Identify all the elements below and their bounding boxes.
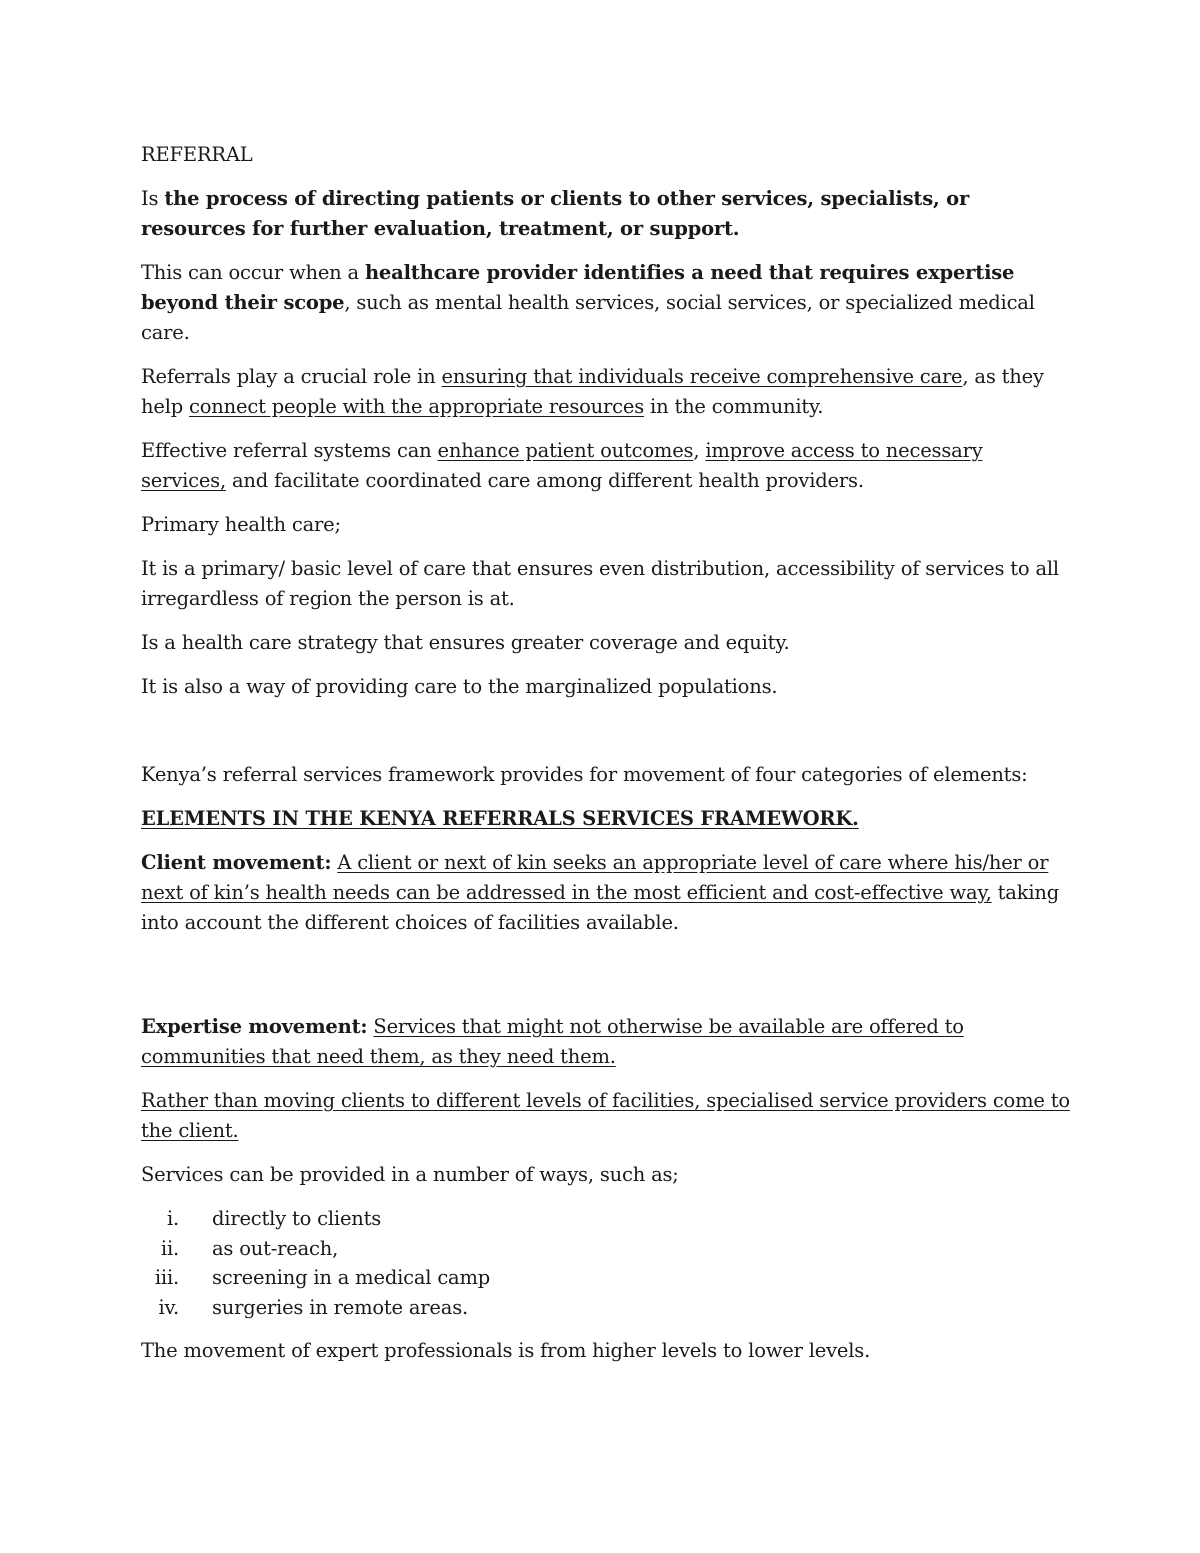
title-text: REFERRAL [141, 143, 253, 166]
list-item-number: i. [166, 1207, 179, 1230]
services-list [141, 1204, 1071, 1322]
list-item-number: ii. [160, 1236, 179, 1260]
role-paragraph [141, 362, 1071, 422]
phc-paragraph-3 [141, 672, 1071, 702]
closing-paragraph [141, 1336, 1071, 1366]
list-item [141, 1234, 1071, 1264]
client-movement-underline: A client or next of kin seeks an appropriate level of care where his/her or next of kin’s health needs can be addressed in the most efficient and cost-effective way, [141, 851, 1049, 904]
list-item [141, 1293, 1071, 1323]
definition-bold-text: the process of directing patients or clients to other services, specialists, or resources for further evaluation, treatment, or support. [141, 187, 970, 240]
systems-suffix: and facilitate coordinated care among different health providers. [226, 469, 864, 492]
kenya-intro-text: Kenya’s referral services framework provides for movement of four categories of elements: [141, 763, 1028, 786]
phc-heading-text: Primary health care; [141, 513, 341, 536]
scope-paragraph [141, 258, 1071, 348]
list-item-text: screening in a medical camp [212, 1266, 491, 1289]
expertise-movement-label: Expertise movement: [141, 1015, 368, 1038]
rather-underline: Rather than moving clients to different levels of facilities, specialised service providers come to the client. [141, 1089, 1070, 1142]
document-title [141, 140, 1071, 170]
kenya-intro-paragraph [141, 760, 1071, 790]
list-item [141, 1204, 1071, 1234]
client-movement-suffix: taking into account the different choices of facilities available. [141, 881, 1060, 934]
list-item-number: iv. [158, 1295, 179, 1319]
scope-prefix: This can occur when a [141, 261, 365, 284]
services-intro-text: Services can be provided in a number of ways, such as; [141, 1163, 679, 1186]
role-underline-1: ensuring that individuals receive comprehensive care [441, 365, 963, 388]
systems-paragraph [141, 436, 1071, 496]
expertise-movement-underline: Services that might not otherwise be available are offered to communities that need them, as they need them. [141, 1015, 964, 1068]
list-item-text: surgeries in remote areas. [212, 1295, 468, 1319]
document-page [141, 140, 1071, 1380]
client-movement-paragraph [141, 848, 1071, 938]
spacer [141, 952, 1071, 1012]
phc-text-1: It is a primary/ basic level of care that ensures even distribution, accessibility of services to all irregardless of region the person is at. [141, 557, 1059, 610]
expertise-movement-paragraph [141, 1012, 1071, 1072]
spacer [141, 716, 1071, 760]
list-item [141, 1263, 1071, 1293]
client-movement-label: Client movement: [141, 851, 332, 874]
systems-middle: , [693, 439, 706, 462]
role-suffix: in the community. [644, 395, 824, 418]
systems-prefix: Effective referral systems can [141, 439, 438, 462]
elements-heading [141, 804, 1071, 834]
list-item-number: iii. [154, 1266, 179, 1289]
systems-underline-1: enhance patient outcomes [437, 439, 694, 462]
elements-heading-text: ELEMENTS IN THE KENYA REFERRALS SERVICES FRAMEWORK. [141, 807, 859, 830]
definition-prefix: Is [141, 187, 159, 210]
closing-text: The movement of expert professionals is from higher levels to lower levels. [141, 1339, 871, 1362]
definition-paragraph [141, 184, 1071, 244]
phc-heading [141, 510, 1071, 540]
rather-paragraph [141, 1086, 1071, 1146]
scope-bold-text: healthcare provider identifies a need that requires expertise beyond their scope [141, 261, 1015, 314]
services-intro-paragraph [141, 1160, 1071, 1190]
list-item-text: as out-reach, [212, 1236, 339, 1260]
role-underline-2: connect people with the appropriate resources [189, 395, 645, 418]
role-middle: , as they help [141, 365, 1044, 418]
systems-underline-2: improve access to necessary services, [141, 439, 983, 492]
phc-paragraph-2 [141, 628, 1071, 658]
phc-text-3: It is also a way of providing care to the marginalized populations. [141, 675, 778, 698]
phc-paragraph-1 [141, 554, 1071, 614]
scope-suffix: , such as mental health services, social services, or specialized medical care. [141, 291, 1035, 344]
role-prefix: Referrals play a crucial role in [141, 365, 442, 388]
list-item-text: directly to clients [212, 1207, 382, 1230]
phc-text-2: Is a health care strategy that ensures greater coverage and equity. [141, 631, 790, 654]
